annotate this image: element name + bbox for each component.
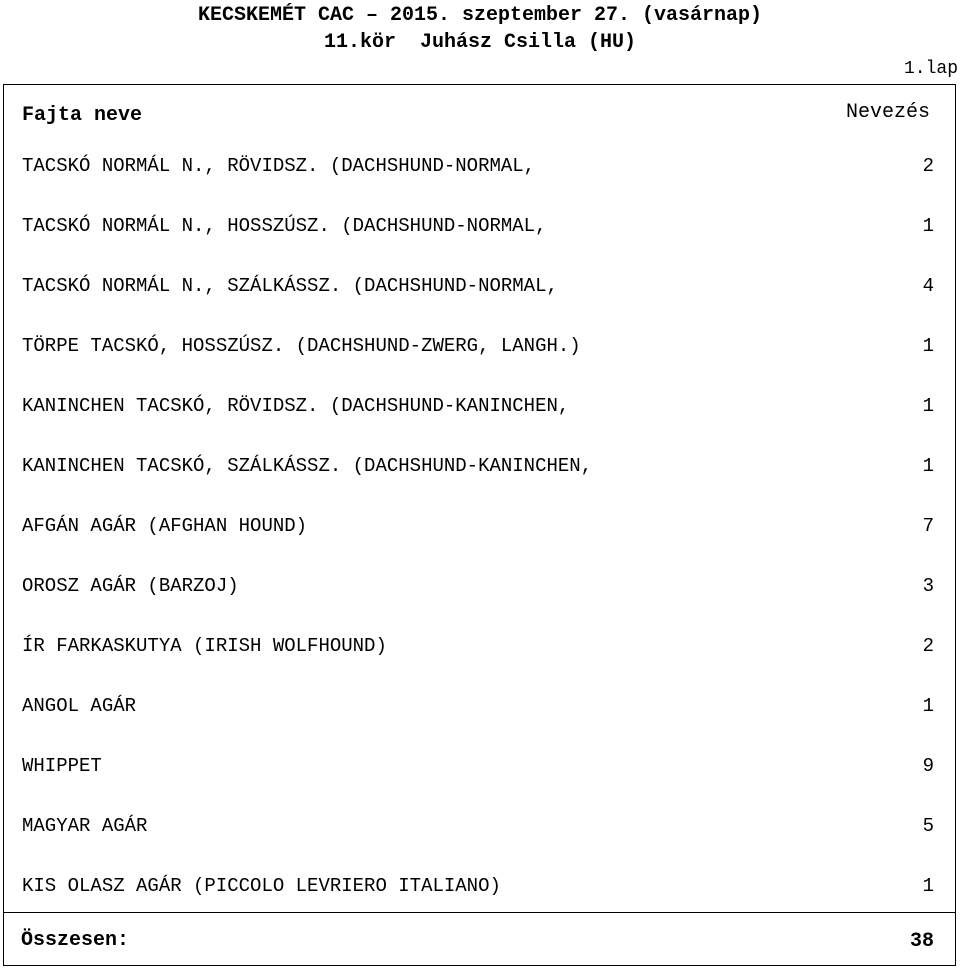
column-header-entries: Nevezés bbox=[845, 101, 930, 124]
breed-name: TACSKÓ NORMÁL N., HOSSZÚSZ. (DACHSHUND-NORMAL, bbox=[22, 215, 547, 237]
entry-count: 4 bbox=[922, 275, 934, 297]
table-row bbox=[0, 737, 960, 797]
table-row bbox=[0, 857, 960, 917]
table-row bbox=[0, 557, 960, 617]
breed-name: TÖRPE TACSKÓ, HOSSZÚSZ. (DACHSHUND-ZWERG, LANGH.) bbox=[22, 335, 581, 357]
breed-name: KANINCHEN TACSKÓ, SZÁLKÁSSZ. (DACHSHUND-KANINCHEN, bbox=[22, 455, 593, 477]
breed-name: MAGYAR AGÁR bbox=[22, 815, 148, 837]
table-row bbox=[0, 797, 960, 857]
breed-name: ANGOL AGÁR bbox=[22, 695, 137, 717]
entry-count: 2 bbox=[922, 635, 934, 657]
table-row bbox=[0, 317, 960, 377]
breed-name: OROSZ AGÁR (BARZOJ) bbox=[22, 575, 239, 597]
entry-count: 7 bbox=[922, 515, 934, 537]
breed-name: WHIPPET bbox=[22, 755, 102, 777]
table-row bbox=[0, 257, 960, 317]
breed-name: TACSKÓ NORMÁL N., RÖVIDSZ. (DACHSHUND-NORMAL, bbox=[22, 155, 536, 177]
entry-count: 1 bbox=[922, 395, 934, 417]
entry-count: 1 bbox=[922, 335, 934, 357]
entry-count: 3 bbox=[922, 575, 934, 597]
total-label: Összesen: bbox=[21, 929, 130, 952]
table-row bbox=[0, 137, 960, 197]
table-row bbox=[0, 677, 960, 737]
entry-count: 1 bbox=[922, 695, 934, 717]
breed-name: KANINCHEN TACSKÓ, RÖVIDSZ. (DACHSHUND-KANINCHEN, bbox=[22, 395, 570, 417]
entry-count: 1 bbox=[922, 875, 934, 897]
entry-count: 1 bbox=[922, 215, 934, 237]
table-row bbox=[0, 377, 960, 437]
total-value: 38 bbox=[909, 930, 934, 953]
page-number: 1.lap bbox=[903, 59, 958, 79]
entry-count: 5 bbox=[922, 815, 934, 837]
entry-count: 1 bbox=[922, 455, 934, 477]
breed-name: ÍR FARKASKUTYA (IRISH WOLFHOUND) bbox=[22, 635, 387, 657]
table-row bbox=[0, 497, 960, 557]
report-title: KECSKEMÉT CAC – 2015. szeptember 27. (vasárnap) bbox=[197, 4, 763, 27]
breed-list bbox=[0, 137, 960, 917]
column-header-breed: Fajta neve bbox=[22, 104, 143, 127]
report-subtitle: 11.kör Juhász Csilla (HU) bbox=[323, 31, 637, 54]
table-row bbox=[0, 617, 960, 677]
table-row bbox=[0, 437, 960, 497]
total-divider bbox=[3, 912, 956, 913]
breed-name: KIS OLASZ AGÁR (PICCOLO LEVRIERO ITALIANO) bbox=[22, 875, 501, 897]
breed-name: AFGÁN AGÁR (AFGHAN HOUND) bbox=[22, 515, 308, 537]
entry-count: 9 bbox=[922, 755, 934, 777]
entry-count: 2 bbox=[922, 155, 934, 177]
breed-name: TACSKÓ NORMÁL N., SZÁLKÁSSZ. (DACHSHUND-NORMAL, bbox=[22, 275, 558, 297]
table-row bbox=[0, 197, 960, 257]
